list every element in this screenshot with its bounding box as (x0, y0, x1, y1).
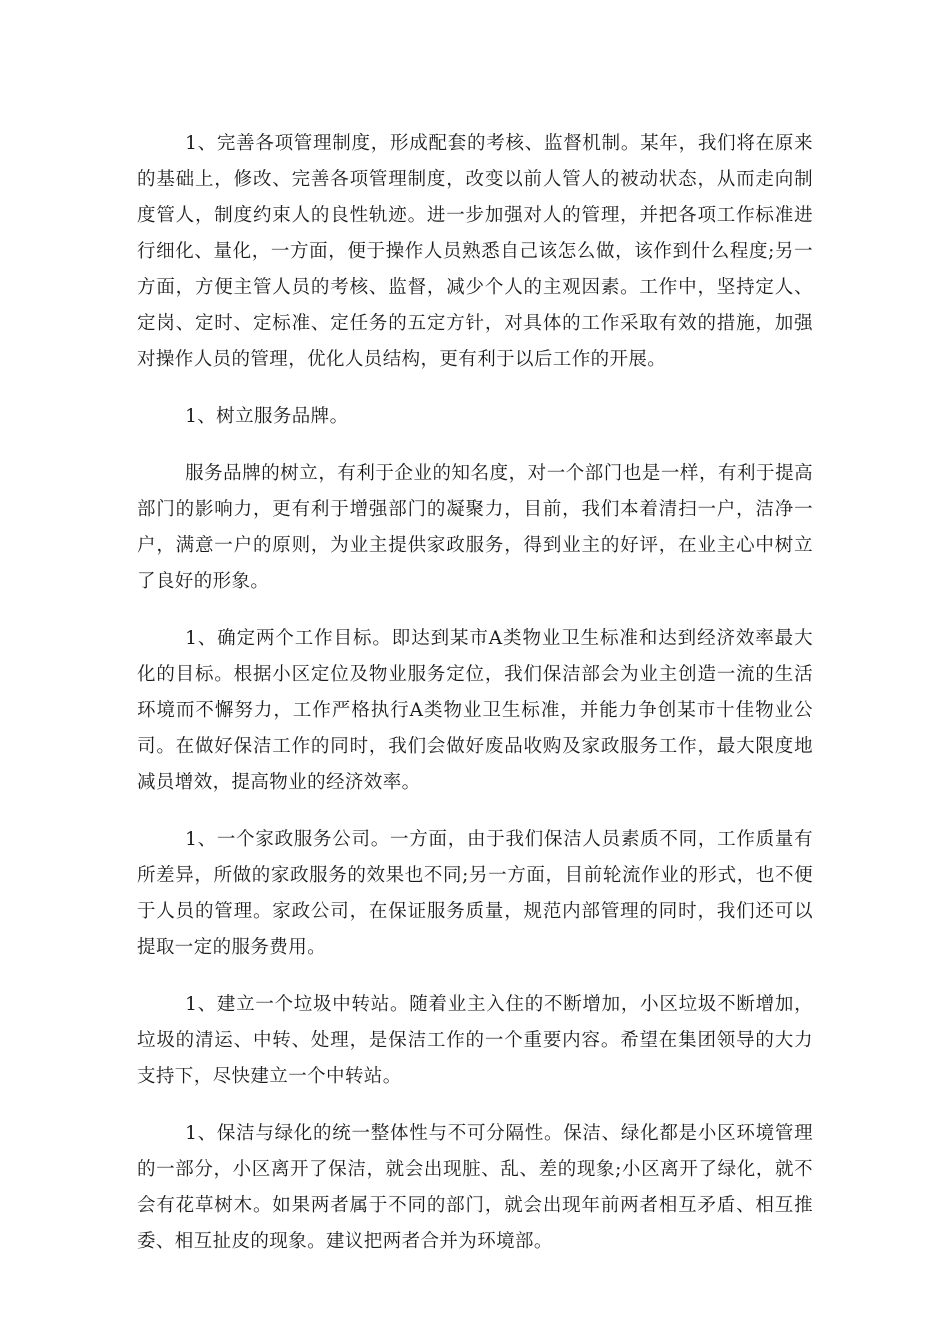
paragraph-service-brand: 服务品牌的树立，有利于企业的知名度，对一个部门也是一样，有利于提高部门的影响力，更有利于增强部门的凝聚力，目前，我们本着清扫一户，洁净一户，满意一户的原则，为业主提供家政服务，得到业主的好评，在业主心中树立了良好的形象。 (137, 463, 813, 592)
paragraph-garbage-station: 1、建立一个垃圾中转站。随着业主入住的不断增加，小区垃圾不断增加，垃圾的清运、中转、处理，是保洁工作的一个重要内容。希望在集团领导的大力支持下，尽快建立一个中转站。 (137, 994, 813, 1087)
paragraph-housekeeping-company: 1、一个家政服务公司。一方面，由于我们保洁人员素质不同，工作质量有所差异，所做的家政服务的效果也不同;另一方面，目前轮流作业的形式，也不便于人员的管理。家政公司，在保证服务质量，规范内部管理的同时，我们还可以提取一定的服务费用。 (137, 829, 813, 958)
paragraph-work-goals: 1、确定两个工作目标。即达到某市A类物业卫生标准和达到经济效率最大化的目标。根据小区定位及物业服务定位，我们保洁部会为业主创造一流的生活环境而不懈努力，工作严格执行A类物业卫生标准，并能力争创某市十佳物业公司。在做好保洁工作的同时，我们会做好废品收购及家政服务工作，最大限度地减员增效，提高物业的经济效率。 (137, 628, 813, 793)
paragraph-cleaning-greening: 1、保洁与绿化的统一整体性与不可分隔性。保洁、绿化都是小区环境管理的一部分，小区离开了保洁，就会出现脏、乱、差的现象;小区离开了绿化，就不会有花草树木。如果两者属于不同的部门，就会出现年前两者相互矛盾、相互推委、相互扯皮的现象。建议把两者合并为环境部。 (137, 1123, 813, 1252)
paragraph-management-system: 1、完善各项管理制度，形成配套的考核、监督机制。某年，我们将在原来的基础上，修改、完善各项管理制度，改变以前人管人的被动状态，从而走向制度管人，制度约束人的良性轨迹。进一步加强对人的管理，并把各项工作标准进行细化、量化，一方面，便于操作人员熟悉自己该怎么做，该作到什么程度;另一方面，方便主管人员的考核、监督，减少个人的主观因素。工作中，坚持定人、定岗、定时、定标准、定任务的五定方针，对具体的工作采取有效的措施，加强对操作人员的管理，优化人员结构，更有利于以后工作的开展。 (137, 133, 813, 370)
paragraph-service-brand-heading: 1、树立服务品牌。 (185, 406, 349, 427)
document-body (137, 126, 813, 1281)
